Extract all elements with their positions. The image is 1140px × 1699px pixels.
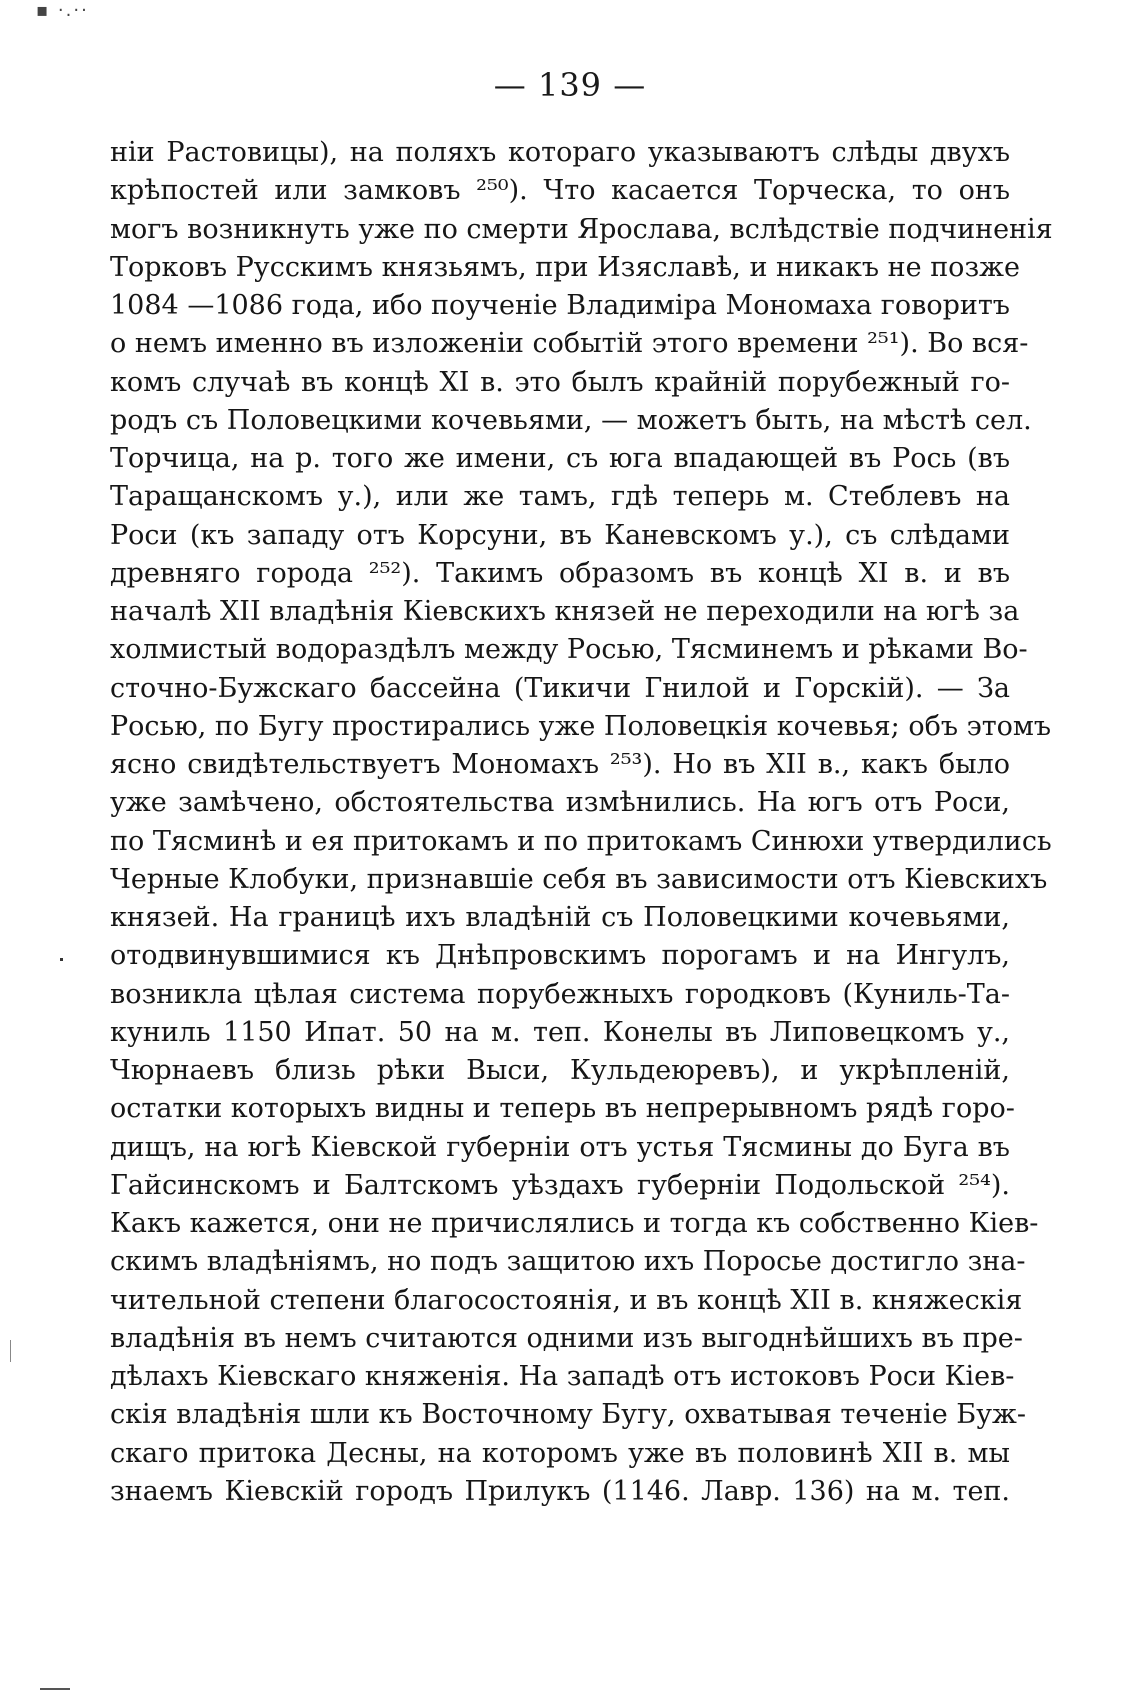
text-line: о немъ именно въ изложенiи событiй этого времени ²⁵¹). Во вся- [110,328,1029,360]
body-text [110,134,1053,1511]
text-line: могъ возникнуть уже по смерти Ярослава, вслѣдствiе подчиненiя [110,213,1053,245]
text-line: по Тясминѣ и ея притокамъ и по притокамъ Синюхи утвердились [110,825,1052,857]
text-line: знаемъ Кiевскiй городъ Прилукъ (1146. Лавр. 136) на м. теп. [110,1475,1010,1507]
text-line: остатки которыхъ видны и теперь въ непрерывномъ рядѣ горо- [110,1093,1015,1125]
page-number: — 139 — [493,66,647,104]
text-line: скаго притока Десны, на которомъ уже въ половинѣ XII в. мы [110,1437,1010,1469]
text-line: князей. На границѣ ихъ владѣнiй съ Половецкими кочевьями, [110,902,1010,933]
text-line: комъ случаѣ въ концѣ XI в. это былъ крайнiй порубежный го- [110,366,1010,398]
scan-speck [10,1340,11,1362]
scan-speck [60,958,63,961]
text-line: Роси (къ западу отъ Корсуни, въ Каневскомъ у.), съ слѣдами [110,519,1010,551]
text-line: родъ съ Половецкими кочевьями, — можетъ быть, на мѣстѣ сел. [110,404,1032,436]
text-line: скимъ владѣнiямъ, но подъ защитою ихъ Поросье достигло зна- [110,1246,1026,1278]
text-line: куниль 1150 Ипат. 50 на м. теп. Конелы въ Липовецкомъ у., [110,1016,1010,1048]
text-line: скiя владѣнiя шли къ Восточному Бугу, охватывая теченiе Буж- [110,1399,1026,1431]
text-line: 1084 —1086 года, ибо поученiе Владимiра Мономаха говоритъ [110,290,1010,321]
text-line: Торковъ Русскимъ князьямъ, при Изяславѣ, и никакъ не позже [110,251,1020,283]
text-line: Какъ кажется, они не причислялись и тогда къ собственно Кiев- [110,1208,1039,1239]
text-line: ясно свидѣтельствуетъ Мономахъ ²⁵³). Но въ XII в., какъ было [110,749,1010,780]
text-line: Чюрнаевъ близь рѣки Выси, Кульдеюревъ), и укрѣпленiй, [110,1055,1010,1086]
text-line: владѣнiя въ немъ считаются одними изъ выгоднѣйшихъ въ пре- [110,1322,1023,1354]
text-line: дищъ, на югѣ Кiевской губернiи отъ устья Тясмины до Буга въ [110,1131,1010,1163]
text-line: нiи Растовицы), на поляхъ котораго указываютъ слѣды двухъ [110,137,1010,168]
text-line: сточно-Бужскаго бассейна (Тикичи Гнилой и Горскiй). — За [110,672,1010,704]
text-line: возникла цѣлая система порубежныхъ городковъ (Куниль-Та- [110,978,1010,1010]
text-line: началѣ XII владѣнiя Кiевскихъ князей не переходили на югѣ за [110,596,1020,627]
text-line: крѣпостей или замковъ ²⁵⁰). Что касается Торческа, то онъ [110,175,1010,207]
scan-speck [40,1688,70,1690]
text-line: холмистый водораздѣлъ между Росью, Тясминемъ и рѣками Во- [110,634,1028,666]
text-line: чительной степени благосостоянiя, и въ концѣ XII в. княжескiя [110,1284,1023,1316]
text-line: Черные Клобуки, признавшiе себя въ зависимости отъ Кiевскихъ [110,863,1048,895]
text-line: уже замѣчено, обстоятельства измѣнились. На югъ отъ Роси, [110,787,1010,819]
text-line: Гайсинскомъ и Балтскомъ уѣздахъ губернiи Подольской ²⁵⁴). [110,1169,1010,1201]
text-line: Торчица, на р. того же имени, съ юга впадающей въ Рось (въ [110,443,1010,474]
text-line: Таращанскомъ у.), или же тамъ, гдѣ теперь м. Стеблевъ на [110,481,1010,513]
text-line: отодвинувшимися къ Днѣпровскимъ порогамъ и на Ингулъ, [110,940,1010,972]
text-line: Росью, по Бугу простирались уже Половецкiя кочевья; объ этомъ [110,710,1052,742]
text-line: дѣлахъ Кiевскаго княженiя. На западѣ отъ истоковъ Роси Кiев- [110,1361,1015,1392]
text-line: древняго города ²⁵²). Такимъ образомъ въ концѣ XI в. и въ [110,557,1010,589]
scan-artifact-top-left: ▪ ·.·· [36,0,89,21]
